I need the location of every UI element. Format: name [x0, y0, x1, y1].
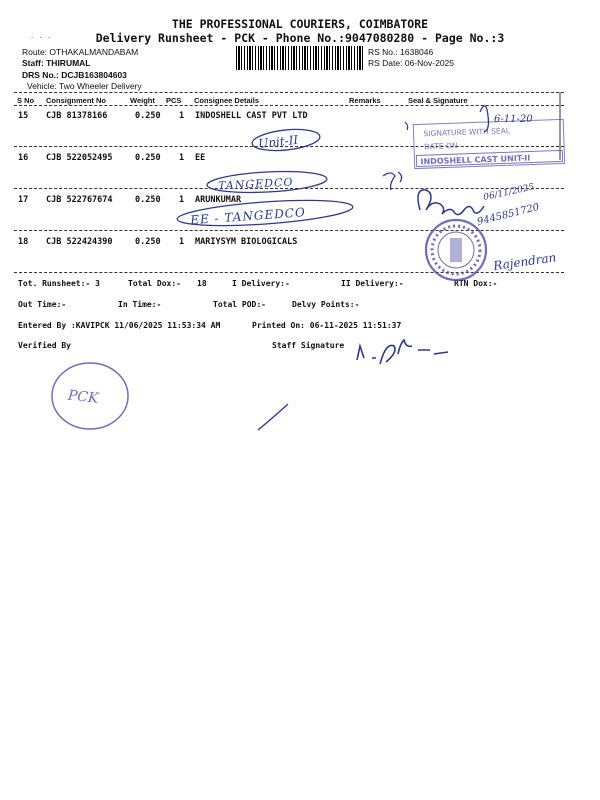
col-consignee: Consignee Details: [194, 96, 260, 105]
table-bottom-rule: [14, 272, 564, 273]
rtn-dox: RTN Dox:-: [454, 279, 498, 288]
row-15-pcs: 1: [179, 111, 185, 121]
col-consignment: Consignment No: [46, 96, 106, 105]
staff-label: Staff:: [22, 58, 44, 68]
row-16-weight: 0.250: [135, 153, 161, 163]
staff-value: THIRUMAL: [46, 58, 91, 68]
row-17-pcs: 1: [179, 195, 185, 205]
row15-company-stamp: [413, 119, 564, 168]
row-15-consignee: INDOSHELL CAST PVT LTD: [195, 111, 308, 121]
rs-no-label: RS No.:: [368, 47, 398, 57]
row-16-rule: [14, 188, 564, 189]
row-17-weight: 0.250: [135, 195, 161, 205]
vehicle-field: [27, 81, 142, 91]
drs-field: [22, 70, 127, 80]
row17-signature: [418, 190, 484, 215]
row15-mark: [405, 122, 408, 130]
row17-handwritten-phone: 9445851720: [476, 201, 541, 228]
row-17-consignment: CJB 522767674: [46, 195, 113, 205]
row-15-rule: [14, 146, 564, 147]
header-rule-bottom: [14, 105, 564, 106]
entered-by: Entered By :KAVIPCK 11/06/2025 11:53:34 AM: [18, 321, 221, 330]
col-seal-signature: Seal & Signature: [408, 96, 468, 105]
printed-on: Printed On: 06-11-2025 11:51:37: [252, 321, 402, 330]
row-18-weight: 0.250: [135, 237, 161, 247]
col-weight: Weight: [130, 96, 155, 105]
row-18-consignee: MARIYSYM BIOLOGICALS: [195, 237, 298, 247]
check-mark: [258, 404, 288, 430]
route-label: Route:: [22, 47, 48, 57]
row15-signature: [480, 106, 489, 132]
delvy-points: Delvy Points:-: [292, 300, 360, 309]
drs-value: DCJB163804603: [61, 70, 127, 80]
rs-date-label: RS Date:: [368, 58, 403, 68]
rs-date-field: [368, 58, 454, 68]
row-15-consignment: CJB 81378166: [46, 111, 108, 121]
col-remarks: Remarks: [349, 96, 381, 105]
row15-handwritten-date: 6-11-20: [494, 114, 533, 125]
row-15-weight: 0.250: [135, 111, 161, 121]
row17-handwritten-note: EE - TANGEDCO: [189, 205, 307, 228]
row-16-consignee: EE: [195, 153, 206, 163]
route-field: [22, 47, 138, 57]
tot-runsheet: Tot. Runsheet:- 3: [18, 279, 100, 288]
drs-label: DRS No.:: [22, 70, 59, 80]
row15-handwritten-note: Unit-II: [257, 132, 299, 151]
stamp-line-2: DATE ON: [423, 141, 458, 152]
staff-field: [22, 58, 91, 68]
stamp-line-1: SIGNATURE WITH SEAL: [423, 126, 511, 139]
stamp-line-3: INDOSHELL CAST UNIT-II: [420, 153, 531, 167]
row-18-pcs: 1: [179, 237, 185, 247]
row17-handwritten-date: 06/11/2025: [482, 182, 536, 203]
i-delivery: I Delivery:-: [232, 279, 290, 288]
col-sno: S No: [17, 96, 35, 105]
rs-no-value: 1638046: [400, 47, 434, 57]
row-16-pcs: 1: [179, 153, 185, 163]
row-18-consignment: CJB 522424390: [46, 237, 113, 247]
route-value: OTHAKALMANDABAM: [49, 47, 139, 57]
row15-note-circle: [251, 127, 321, 154]
row-17-rule: [14, 230, 564, 231]
header-rule-top: [14, 92, 564, 93]
row-15-sno: 15: [18, 111, 29, 121]
row-17-sno: 17: [18, 195, 29, 205]
pck-stamp-circle: [52, 363, 128, 429]
row-17-consignee: ARUNKUMAR: [195, 195, 242, 205]
rs-no-field: [368, 47, 433, 57]
total-pod: Total POD:-: [213, 300, 266, 309]
vehicle-label: Vehicle:: [27, 81, 57, 91]
verified-by: Verified By: [18, 341, 71, 350]
row16-note-circle: [207, 169, 328, 195]
in-time: In Time:-: [118, 300, 162, 309]
row18-handwritten-name: Rajendran: [492, 250, 558, 273]
company-title: THE PROFESSIONAL COURIERS, COIMBATORE: [171, 17, 429, 31]
staff-signature: [357, 340, 448, 364]
col-pcs: PCS: [166, 96, 182, 105]
runsheet-subtitle: Delivery Runsheet - PCK - Phone No.:9047080280 - Page No.:3: [95, 31, 505, 45]
ii-delivery: II Delivery:-: [341, 279, 404, 288]
runsheet-barcode: [236, 46, 364, 70]
total-dox-label: Total Dox:-: [128, 279, 181, 288]
row16-handwritten-note: TANGEDCO: [217, 175, 294, 193]
row-16-consignment: CJB 522052495: [46, 153, 113, 163]
row-18-sno: 18: [18, 237, 29, 247]
staff-signature-label: Staff Signature: [272, 341, 345, 350]
out-time: Out Time:-: [18, 300, 67, 309]
vehicle-value: Two Wheeler Delivery: [59, 81, 142, 91]
rs-date-value: 06-Nov-2025: [404, 58, 455, 68]
scan-speck: · · ·: [30, 34, 52, 42]
row18-round-seal: [426, 220, 486, 280]
row-16-sno: 16: [18, 153, 29, 163]
pck-stamp-text: PCK: [67, 387, 100, 407]
total-dox-value: 18: [197, 279, 207, 288]
